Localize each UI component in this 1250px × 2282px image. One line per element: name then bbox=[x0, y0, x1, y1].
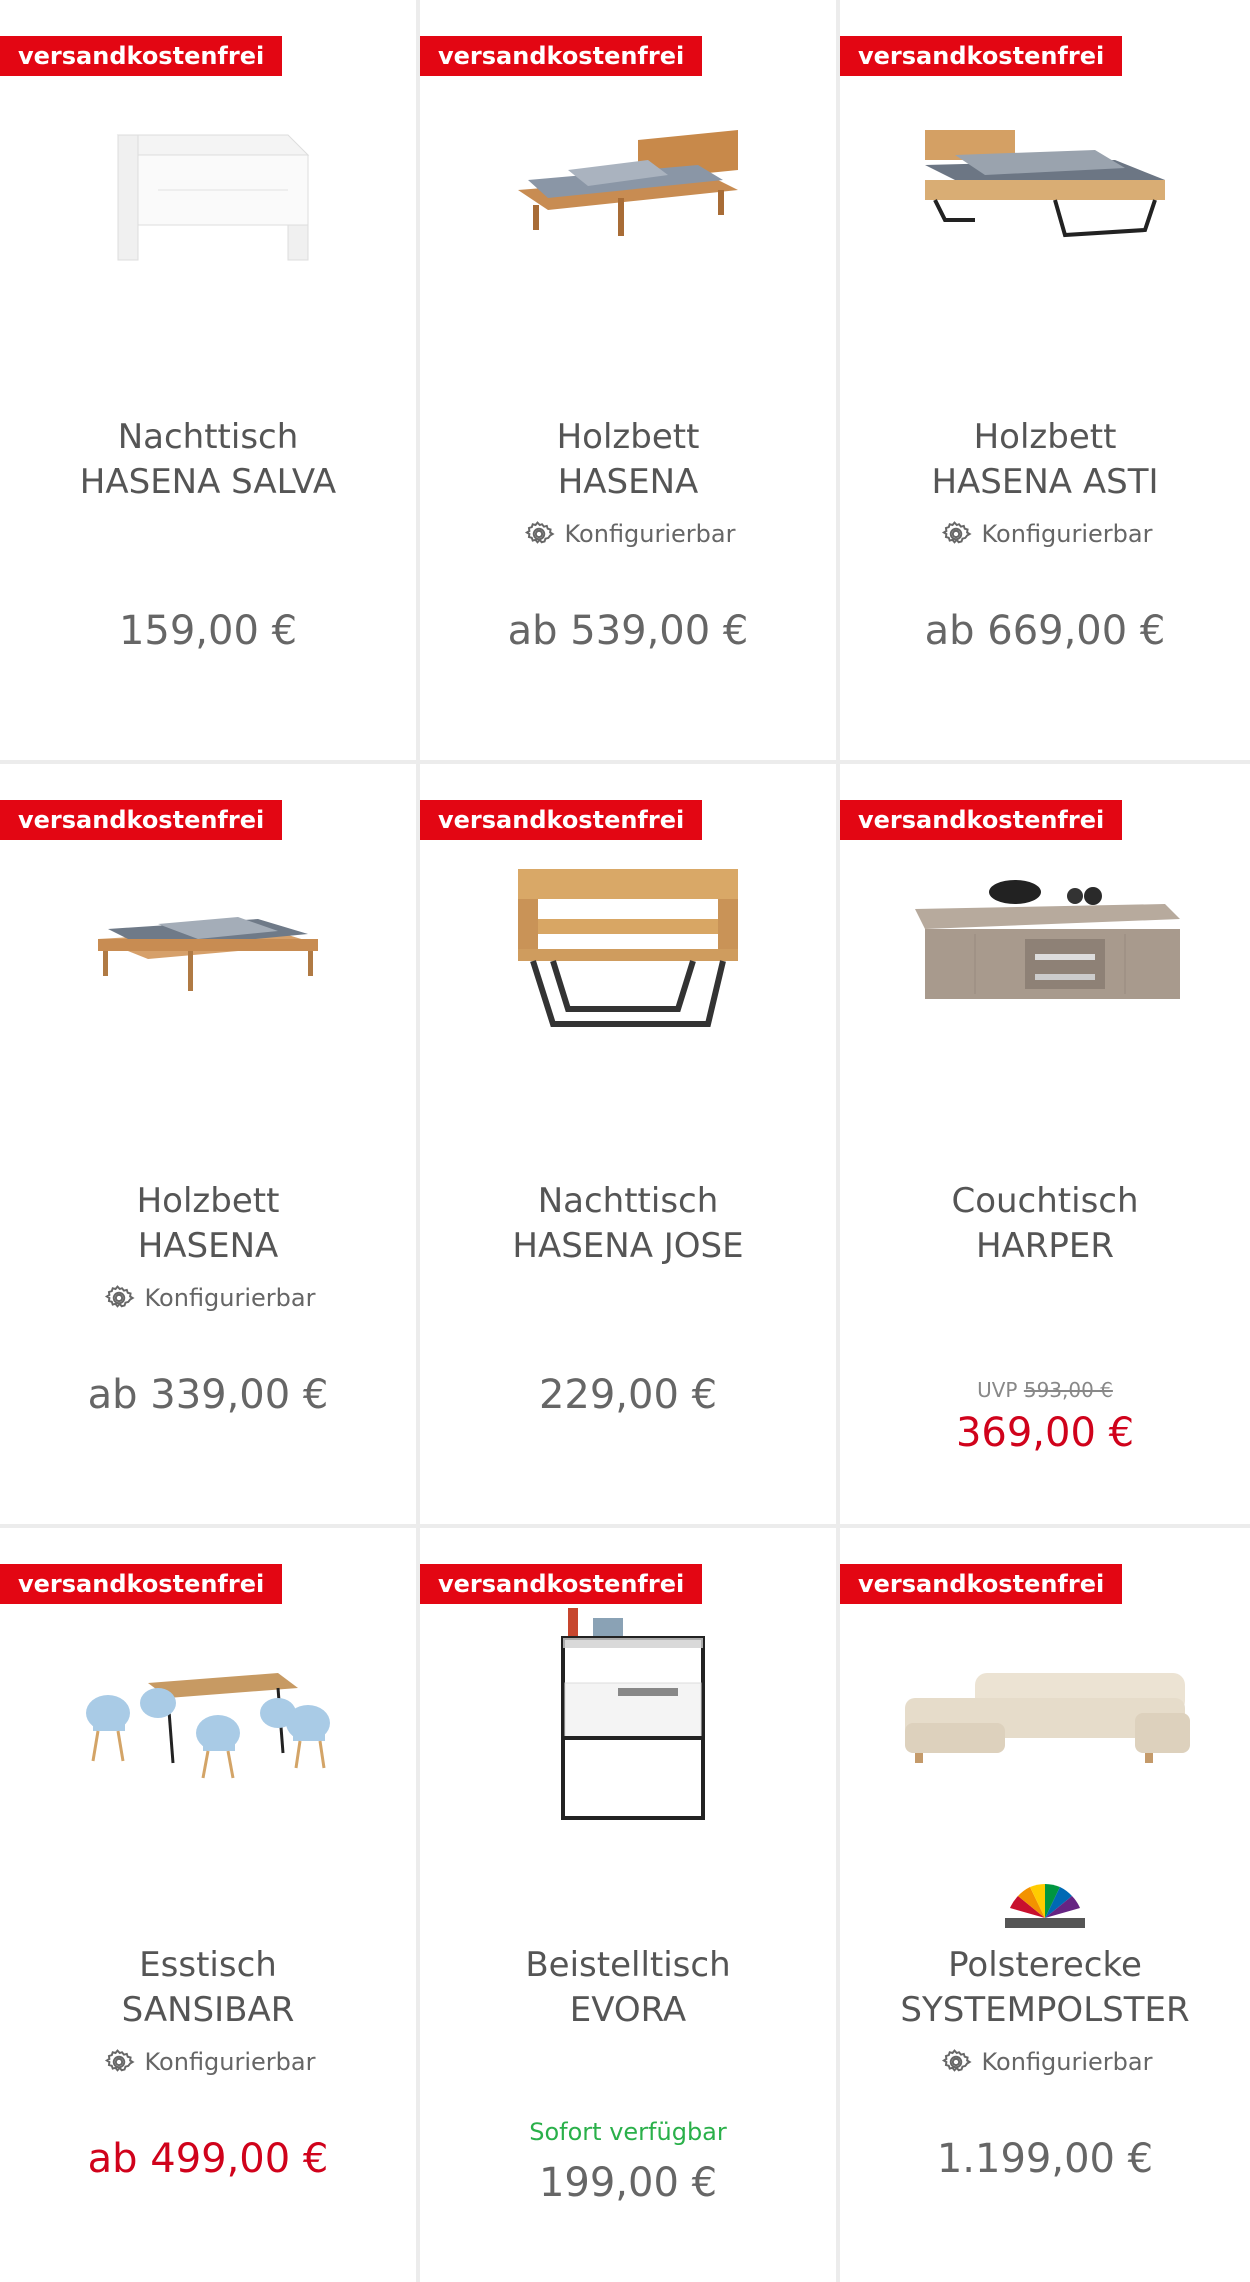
availability-label: Sofort verfügbar bbox=[529, 2118, 727, 2146]
free-shipping-badge: versandkostenfrei bbox=[0, 36, 282, 76]
configurable-label: Konfigurierbar bbox=[840, 516, 1250, 552]
gear-icon bbox=[938, 516, 974, 552]
gear-icon bbox=[101, 2044, 137, 2080]
free-shipping-badge: versandkostenfrei bbox=[840, 800, 1122, 840]
product-title[interactable]: Holzbett HASENA ASTI bbox=[931, 417, 1159, 502]
gear-icon bbox=[101, 1280, 137, 1316]
product-image[interactable] bbox=[840, 1588, 1250, 1838]
product-card[interactable] bbox=[0, 0, 416, 760]
product-card[interactable] bbox=[840, 1528, 1250, 2282]
product-title[interactable]: Holzbett HASENA bbox=[136, 1181, 280, 1266]
free-shipping-badge: versandkostenfrei bbox=[0, 800, 282, 840]
free-shipping-badge: versandkostenfrei bbox=[420, 1564, 702, 1604]
product-price: ab 539,00 € bbox=[507, 608, 749, 654]
product-title[interactable]: Holzbett HASENA bbox=[556, 417, 700, 502]
product-title[interactable]: Esstisch SANSIBAR bbox=[121, 1945, 295, 2030]
product-price: 369,00 € bbox=[955, 1410, 1135, 1456]
configurable-label: Konfigurierbar bbox=[420, 516, 836, 552]
free-shipping-badge: versandkostenfrei bbox=[0, 1564, 282, 1604]
gear-icon bbox=[521, 516, 557, 552]
product-title[interactable]: Couchtisch HARPER bbox=[951, 1181, 1139, 1266]
free-shipping-badge: versandkostenfrei bbox=[420, 36, 702, 76]
product-price: 159,00 € bbox=[118, 608, 298, 654]
product-card[interactable] bbox=[420, 0, 836, 760]
product-image[interactable] bbox=[0, 60, 416, 310]
product-card[interactable] bbox=[0, 764, 416, 1524]
configurable-label: Konfigurierbar bbox=[840, 2044, 1250, 2080]
product-card[interactable] bbox=[420, 1528, 836, 2282]
product-card[interactable] bbox=[840, 764, 1250, 1524]
free-shipping-badge: versandkostenfrei bbox=[840, 36, 1122, 76]
configurable-label: Konfigurierbar bbox=[0, 2044, 416, 2080]
configurable-label: Konfigurierbar bbox=[0, 1280, 416, 1316]
product-card[interactable] bbox=[420, 764, 836, 1524]
product-image[interactable] bbox=[840, 60, 1250, 310]
product-price: 1.199,00 € bbox=[936, 2136, 1154, 2182]
gear-icon bbox=[938, 2044, 974, 2080]
product-image[interactable] bbox=[420, 1588, 836, 1838]
product-price: ab 669,00 € bbox=[924, 608, 1166, 654]
product-image[interactable] bbox=[420, 824, 836, 1074]
product-image[interactable] bbox=[0, 824, 416, 1074]
product-card[interactable] bbox=[0, 1528, 416, 2282]
product-price: 229,00 € bbox=[538, 1372, 718, 1418]
product-title[interactable]: Polsterecke SYSTEMPOLSTER bbox=[900, 1945, 1190, 2030]
free-shipping-badge: versandkostenfrei bbox=[840, 1564, 1122, 1604]
brand-logo bbox=[840, 1878, 1250, 1930]
product-price: 199,00 € bbox=[538, 2160, 718, 2206]
product-title[interactable]: Nachttisch HASENA JOSE bbox=[512, 1181, 744, 1266]
product-title[interactable]: Beistelltisch EVORA bbox=[525, 1945, 731, 2030]
product-card[interactable] bbox=[840, 0, 1250, 760]
uvp-price: UVP 593,00 € bbox=[977, 1378, 1113, 1402]
product-title[interactable]: Nachttisch HASENA SALVA bbox=[79, 417, 337, 502]
product-price: ab 339,00 € bbox=[87, 1372, 329, 1418]
product-image[interactable] bbox=[0, 1588, 416, 1838]
free-shipping-badge: versandkostenfrei bbox=[420, 800, 702, 840]
product-price: ab 499,00 € bbox=[87, 2136, 329, 2182]
product-image[interactable] bbox=[840, 824, 1250, 1074]
product-image[interactable] bbox=[420, 60, 836, 310]
